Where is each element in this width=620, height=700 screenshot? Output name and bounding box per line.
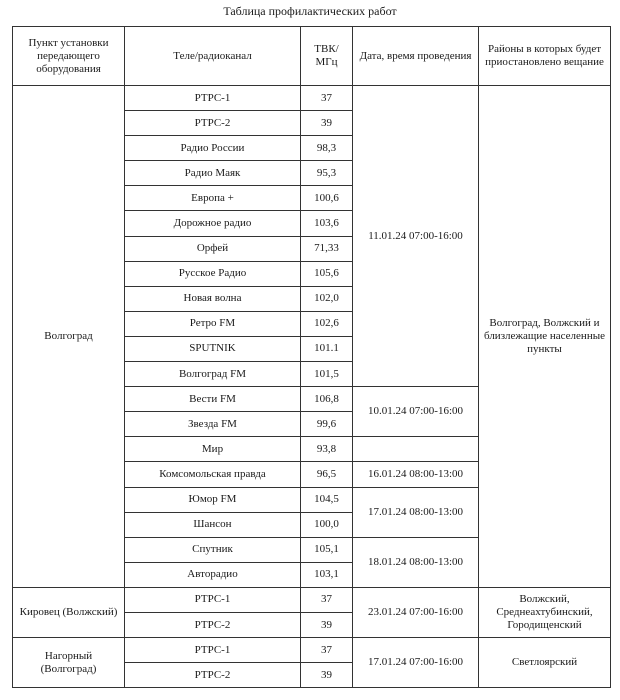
frequency-cell: 103,1 [301, 562, 353, 587]
date-cell: 17.01.24 07:00-16:00 [353, 638, 479, 688]
areas-cell: Волжский, Среднеахтубинский, Городищенский [479, 587, 611, 637]
channel-cell: Юмор FM [125, 487, 301, 512]
channel-cell: РТРС-1 [125, 86, 301, 111]
frequency-cell: 39 [301, 111, 353, 136]
frequency-cell: 95,3 [301, 161, 353, 186]
date-cell [353, 437, 479, 462]
channel-cell: Мир [125, 437, 301, 462]
site-cell: Кировец (Волжский) [13, 587, 125, 637]
channel-cell: Спутник [125, 537, 301, 562]
date-cell: 18.01.24 08:00-13:00 [353, 537, 479, 587]
channel-cell: Ретро FM [125, 311, 301, 336]
frequency-cell: 105,1 [301, 537, 353, 562]
header-site: Пункт установки передающего оборудования [13, 27, 125, 86]
channel-cell: Новая волна [125, 286, 301, 311]
channel-cell: Шансон [125, 512, 301, 537]
site-cell: Волгоград [13, 86, 125, 588]
areas-cell: Волгоград, Волжский и близлежащие населенные пункты [479, 86, 611, 588]
frequency-cell: 104,5 [301, 487, 353, 512]
frequency-cell: 37 [301, 86, 353, 111]
channel-cell: Русское Радио [125, 261, 301, 286]
frequency-cell: 37 [301, 587, 353, 612]
date-cell: 10.01.24 07:00-16:00 [353, 387, 479, 437]
date-cell: 17.01.24 08:00-13:00 [353, 487, 479, 537]
channel-cell: Европа + [125, 186, 301, 211]
frequency-cell: 106,8 [301, 387, 353, 412]
frequency-cell: 96,5 [301, 462, 353, 487]
frequency-cell: 101,5 [301, 362, 353, 387]
frequency-cell: 105,6 [301, 261, 353, 286]
header-date: Дата, время проведения [353, 27, 479, 86]
channel-cell: Орфей [125, 236, 301, 261]
channel-cell: РТРС-1 [125, 587, 301, 612]
header-row [13, 27, 611, 86]
header-areas: Районы в которых будет приостановлено вещание [479, 27, 611, 86]
header-channel: Теле/радиоканал [125, 27, 301, 86]
header-frequency: ТВК/ МГц [301, 27, 353, 86]
channel-cell: Звезда FM [125, 412, 301, 437]
frequency-cell: 71,33 [301, 236, 353, 261]
date-cell: 16.01.24 08:00-13:00 [353, 462, 479, 487]
date-cell: 11.01.24 07:00-16:00 [353, 86, 479, 387]
frequency-cell: 99,6 [301, 412, 353, 437]
channel-cell: Авторадио [125, 562, 301, 587]
table-row [13, 638, 611, 663]
channel-cell: Дорожное радио [125, 211, 301, 236]
channel-cell: РТРС-1 [125, 638, 301, 663]
date-cell: 23.01.24 07:00-16:00 [353, 587, 479, 637]
areas-cell: Светлоярский [479, 638, 611, 688]
channel-cell: РТРС-2 [125, 612, 301, 637]
table-title: Таблица профилактических работ [223, 4, 397, 18]
channel-cell: Комсомольская правда [125, 462, 301, 487]
channel-cell: Радио Маяк [125, 161, 301, 186]
frequency-cell: 100,6 [301, 186, 353, 211]
channel-cell: Радио России [125, 136, 301, 161]
frequency-cell: 100,0 [301, 512, 353, 537]
frequency-cell: 101.1 [301, 336, 353, 361]
frequency-cell: 93,8 [301, 437, 353, 462]
channel-cell: SPUTNIK [125, 336, 301, 361]
frequency-cell: 103,6 [301, 211, 353, 236]
table-row [13, 86, 611, 111]
frequency-cell: 39 [301, 663, 353, 688]
frequency-cell: 98,3 [301, 136, 353, 161]
channel-cell: Волгоград FM [125, 362, 301, 387]
frequency-cell: 37 [301, 638, 353, 663]
site-cell: Нагорный (Волгоград) [13, 638, 125, 688]
maintenance-table [12, 26, 611, 688]
table-row [13, 587, 611, 612]
channel-cell: РТРС-2 [125, 111, 301, 136]
frequency-cell: 102,0 [301, 286, 353, 311]
table-body [13, 86, 611, 688]
frequency-cell: 39 [301, 612, 353, 637]
channel-cell: РТРС-2 [125, 663, 301, 688]
channel-cell: Вести FM [125, 387, 301, 412]
frequency-cell: 102,6 [301, 311, 353, 336]
